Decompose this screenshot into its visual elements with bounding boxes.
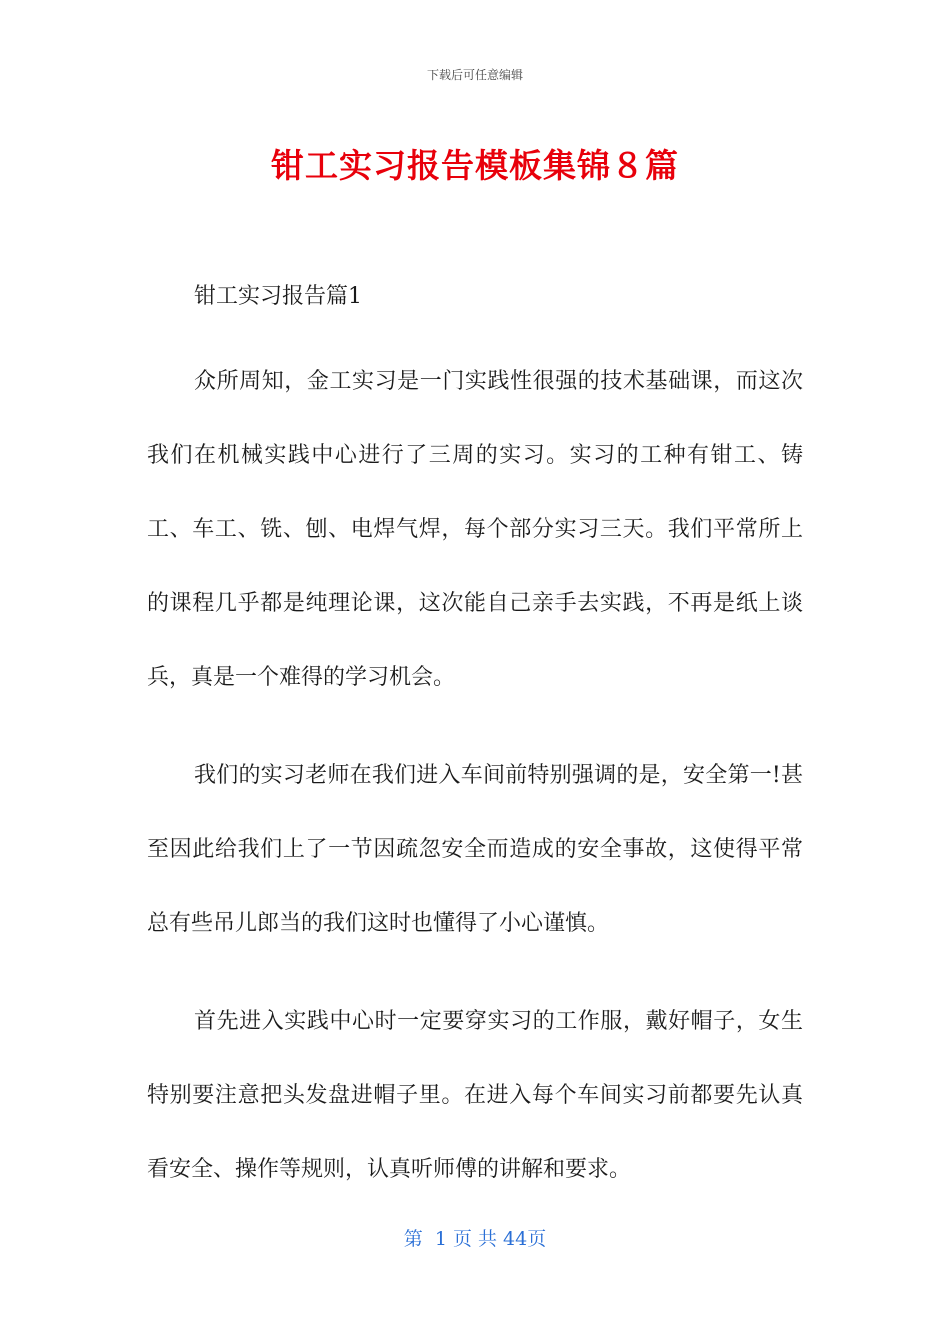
document-body	[147, 272, 803, 1207]
paragraph: 众所周知，金工实习是一门实践性很强的技术基础课，而这次我们在机械实践中心进行了三周的实习。实习的工种有钳工、铸工、车工、铣、刨、电焊气焊，每个部分实习三天。我们平常所上的课程几乎都是纯理论课，这次能自己亲手去实践，不再是纸上谈兵，真是一个难得的学习机会。	[147, 369, 803, 690]
header-note: 下载后可任意编辑	[426, 68, 523, 82]
section-heading: 钳工实习报告篇1	[194, 284, 362, 309]
document-title: 钳工实习报告模板集锦８篇	[271, 146, 679, 185]
paragraph: 首先进入实践中心时一定要穿实习的工作服，戴好帽子，女生特别要注意把头发盘进帽子里。在进入每个车间实习前都要先认真看安全、操作等规则，认真听师傅的讲解和要求。	[147, 1009, 803, 1182]
paragraph: 我们的实习老师在我们进入车间前特别强调的是，安全第一!甚至因此给我们上了一节因疏忽安全而造成的安全事故，这使得平常总有些吊儿郎当的我们这时也懂得了小心谨慎。	[147, 763, 803, 936]
page-number: 第 1 页 共 44页	[403, 1228, 547, 1250]
